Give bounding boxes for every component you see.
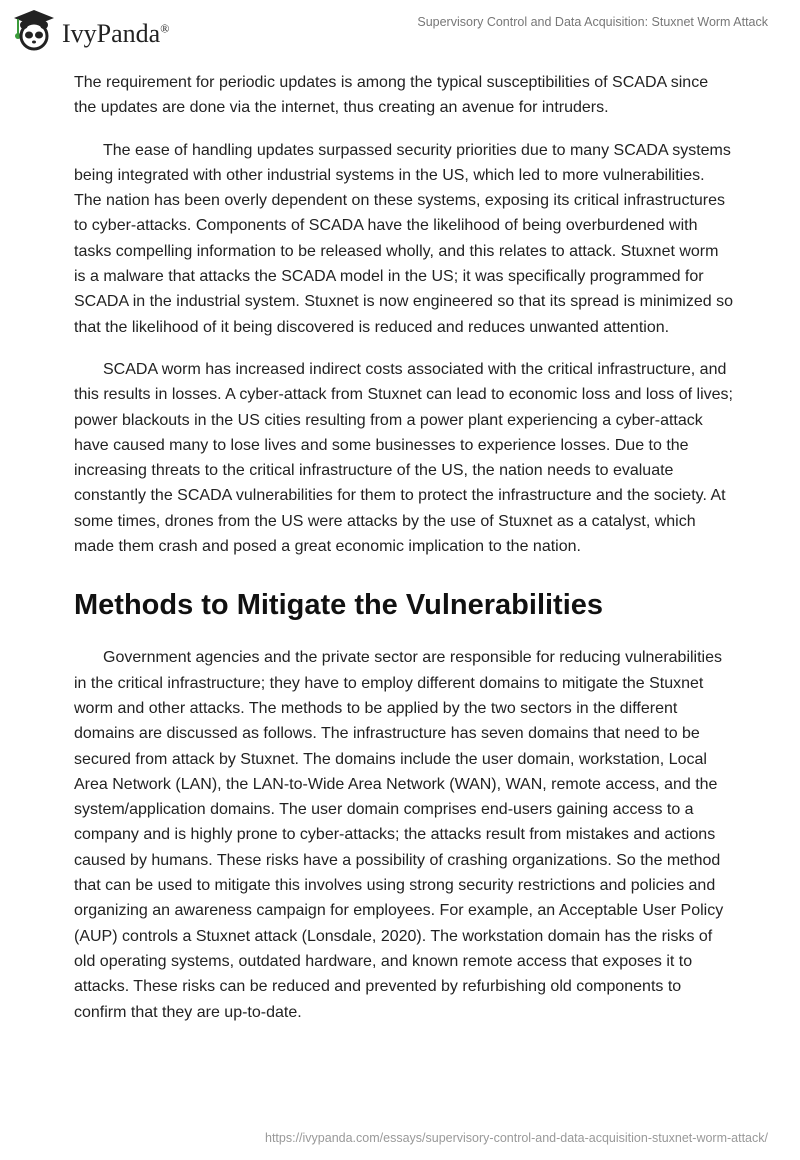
- paragraph: The ease of handling updates surpassed security priorities due to many SCADA systems being integrated with other industrial systems in the US, which led to more vulnerabilities. The nation has been overly dependent on these systems, exposing its critical infrastructures to cyber-attacks. Components of SCADA have the likelihood of being overburdened with tasks compelling information to be released wholly, and this relates to attack. Stuxnet worm is a malware that attacks the SCADA model in the US; it was specifically programmed for SCADA in the industrial system. Stuxnet is now engineered so that its spread is minimized so that the likelihood of it being discovered is reduced and reduces unwanted attention.: [74, 141, 733, 336]
- paragraph: The requirement for periodic updates is among the typical susceptibilities of SCADA since the updates are done via the internet, thus creating an avenue for intruders.: [74, 74, 709, 117]
- essay-content: [74, 70, 734, 1042]
- source-url[interactable]: https://ivypanda.com/essays/supervisory-control-and-data-acquisition-stuxnet-worm-attack/: [265, 1131, 768, 1145]
- document-title: Supervisory Control and Data Acquisition: Stuxnet Worm Attack: [417, 15, 768, 29]
- ivypanda-logo[interactable]: [12, 8, 169, 52]
- paragraph: SCADA worm has increased indirect costs associated with the critical infrastructure, and this results in losses. A cyber-attack from Stuxnet can lead to economic loss and loss of lives; power blackouts in the US cities resulting from a power plant experiencing a cyber-attack have caused many to lose lives and some businesses to experience losses. Due to the increasing threats to the critical infrastructure of the US, the nation needs to evaluate constantly the SCADA vulnerabilities for them to protect the infrastructure and the society. At some times, drones from the US were attacks by the use of Stuxnet as a catalyst, which made them crash and posed a great economic implication to the nation.: [74, 360, 733, 556]
- paragraph: Government agencies and the private sector are responsible for reducing vulnerabilities in the critical infrastructure; they have to employ different domains to mitigate the Stuxnet worm and other attacks. The methods to be applied by the two sectors in the different domains are discussed as follows. The infrastructure has seven domains that need to be secured from attack by Stuxnet. The domains include the user domain, workstation, Local Area Network (LAN), the LAN-to-Wide Area Network (WAN), WAN, remote access, and the system/application domains. The user domain comprises end-users gaining access to a company and is highly prone to cyber-attacks; the attacks result from mistakes and actions caused by humans. These risks have a possibility of crashing organizations. So the method that can be used to mitigate this involves using strong security restrictions and policies and organizing an awareness campaign for employees. For example, an Acceptable User Policy (AUP) controls a Stuxnet attack (Lonsdale, 2020). The workstation domain has the risks of old operating systems, outdated hardware, and known remote access that exposes it to attacks. These risks can be reduced and prevented by refurbishing old components to confirm that they are up-to-date.: [74, 649, 724, 1021]
- section-heading: Methods to Mitigate the Vulnerabilities: [74, 589, 604, 622]
- logo-text: IvyPanda®: [62, 19, 170, 48]
- panda-graduate-icon: [12, 8, 56, 52]
